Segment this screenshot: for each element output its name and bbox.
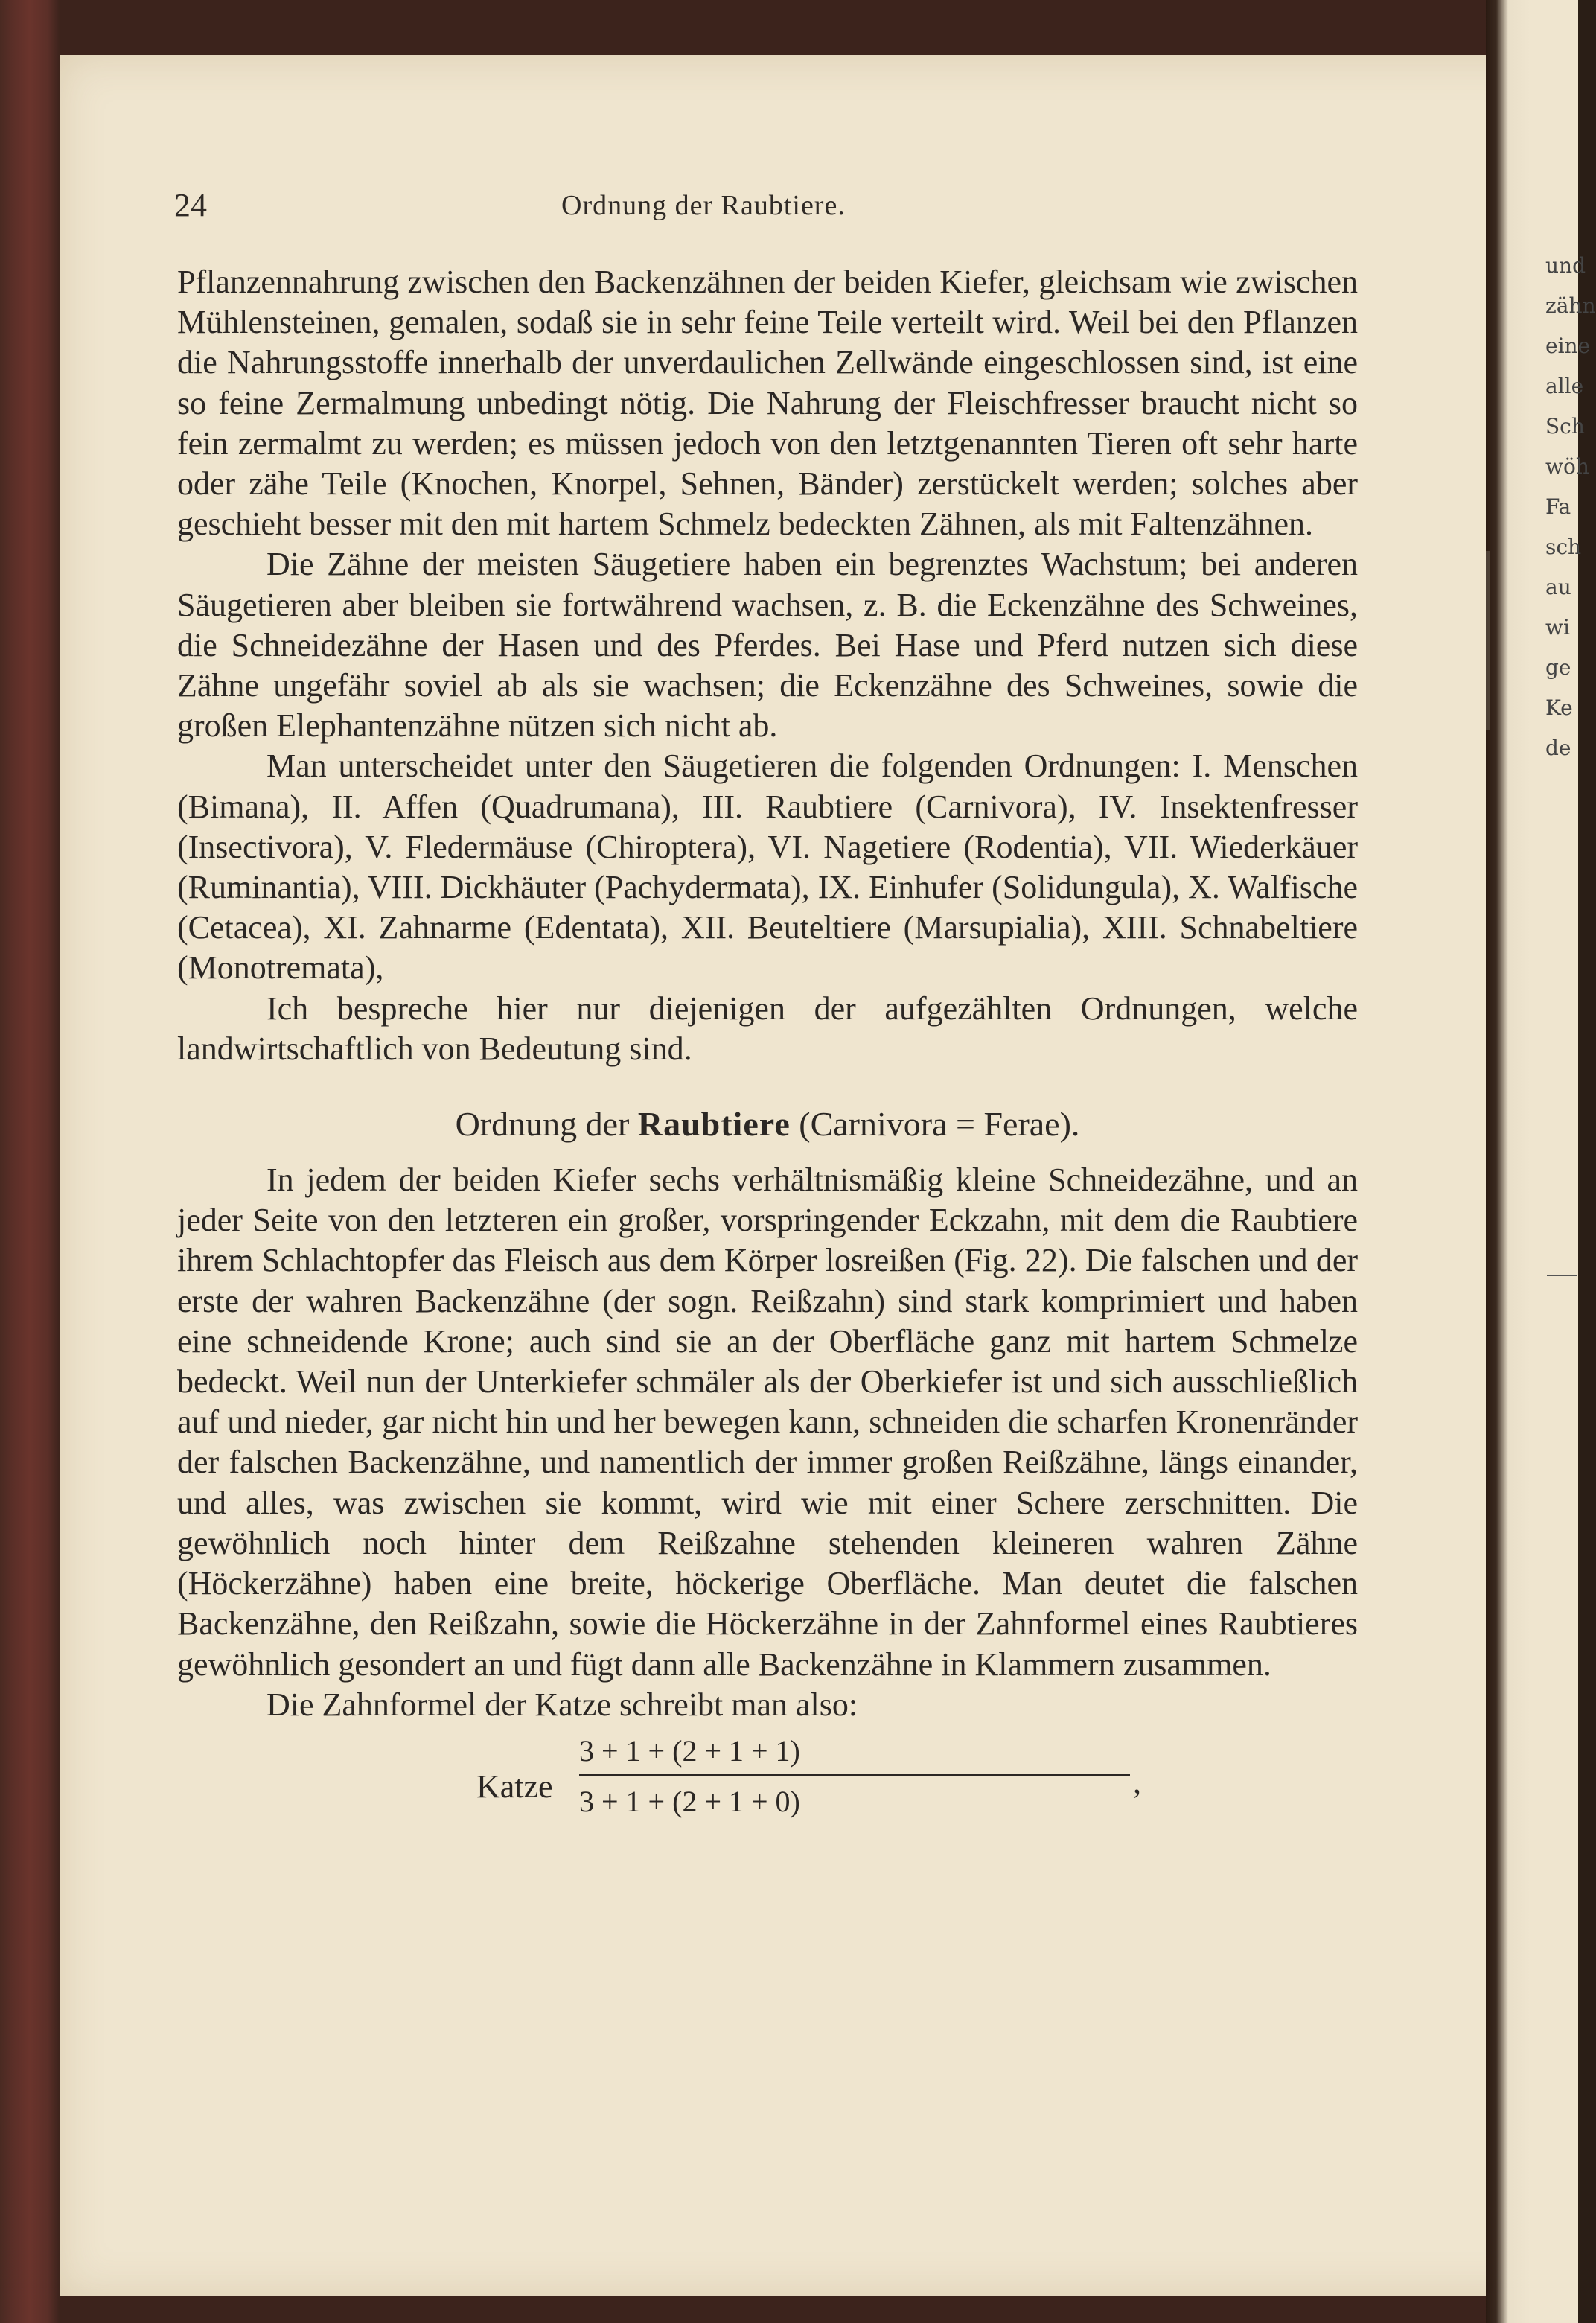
facing-page-fragment: zähn: [1545, 293, 1596, 318]
facing-page-fragment: ge: [1545, 655, 1571, 680]
paragraph: In jedem der beiden Kiefer sechs verhältnismäßig kleine Schneidezähne, und an jeder Seite von den letzteren ein großer, vorspringender Eckzahn, mit dem die Raubtiere ihrem Schlachtopfer das Fleisch aus dem Körper losreißen (Fig. 22). Die falschen und der erste der wahren Backenzähne (der sogn. Reißzahn) sind stark komprimiert und haben eine schneidende Krone; auch sind sie an der Oberfläche ganz mit hartem Schmelze bedeckt. Weil nun der Unterkiefer schmäler als der Oberkiefer ist und sich ausschließlich auf und nieder, gar nicht hin und her bewegen kann, schneiden die scharfen Kronenränder der falschen Backenzähne, und namentlich der immer großen Reißzähne, längs einander, und alles, was zwischen sie kommt, wird wie mit einer Schere zerschnitten. Die gewöhnlich noch hinter dem Reißzahne stehenden kleineren wahren Zähne (Höckerzähne) haben eine breite, höckerige Oberfläche. Man deutet die falschen Backenzähne, den Reißzahn, sowie die Höckerzähne in der Zahnformel eines Raubtieres gewöhnlich gesondert an und fügt dann alle Backenzähne in Klammern zusammen.: [177, 1162, 1358, 1683]
fraction-bar: [579, 1774, 1130, 1776]
running-head: [174, 186, 1365, 234]
section-heading-prefix: Ordnung der: [455, 1105, 630, 1144]
formula-label: Katze: [476, 1768, 553, 1805]
paragraph: Die Zähne der meisten Säugetiere haben ein begrenztes Wachstum; bei anderen Säugetieren aber bleiben sie fortwährend wachsen, z. B. die Eckenzähne des Schweines, die Schneidezähne der Hasen und des Pferdes. Bei Hase und Pferd nutzen sich diese Zähne ungefähr soviel ab als sie wachsen; die Eckenzähne des Schweines, sowie die großen Elephantenzähne nützen sich nicht ab.: [177, 546, 1358, 745]
pencil-mark: [1486, 551, 1490, 730]
facing-page-fragment: Sch: [1545, 414, 1585, 439]
formula-trailing: ,: [1133, 1763, 1141, 1800]
facing-page-fragment: de: [1545, 736, 1571, 760]
facing-page-fragment: Fa: [1545, 494, 1571, 519]
facing-page-fragment: au: [1545, 575, 1571, 599]
facing-page-fragment: eine: [1545, 334, 1591, 358]
formula-numerator: 3 + 1 + (2 + 1 + 1): [579, 1733, 800, 1768]
facing-page-fragments: [1545, 246, 1596, 768]
facing-page-fragment: und: [1545, 253, 1586, 278]
facing-page-fragment: sch: [1545, 535, 1582, 559]
facing-page-fragment: alle: [1545, 374, 1584, 398]
dental-formula: [177, 1733, 1358, 1837]
section-heading-suffix: (Carnivora = Ferae).: [799, 1105, 1080, 1144]
paragraph-orders-list: Man unterscheidet unter den Säugetieren die folgenden Ordnungen: I. Menschen (Bimana), II. Affen (Quadrumana), III. Raubtiere (Carnivora), IV. Insektenfresser (Insectivora), V. Fledermäuse (Chiroptera), VI. Nagetiere (Rodentia), VII. Wiederkäuer (Ruminantia), VIII. Dickhäuter (Pachydermata), IX. Einhufer (Solidungula), X. Walfische (Cetacea), XI. Zahnarme (Edentata), XII. Beuteltiere (Marsupialia), XIII. Schnabeltiere (Monotremata),: [177, 748, 1358, 987]
section-heading: [177, 1102, 1358, 1147]
section-heading-bold: Raubtiere: [637, 1105, 791, 1144]
facing-page-fragment: wöh: [1545, 454, 1589, 479]
facing-page-fragment: Ke: [1545, 695, 1573, 720]
facing-page-rule: [1547, 1275, 1577, 1276]
page-number: 24: [174, 187, 207, 223]
running-head-title: Ordnung der Raubtiere.: [561, 190, 846, 221]
paragraph-formula-intro: Die Zahnformel der Katze schreibt man also:: [266, 1686, 858, 1723]
paragraph: Ich bespreche hier nur diejenigen der aufgezählten Ordnungen, welche landwirtschaftlich von Bedeutung sind.: [177, 990, 1358, 1067]
paragraph: Pflanzennahrung zwischen den Backenzähnen der beiden Kiefer, gleichsam wie zwischen Mühlensteinen, gemalen, sodaß sie in sehr feine Teile verteilt wird. Weil bei den Pflanzen die Nahrungsstoffe innerhalb der unverdaulichen Zellwände eingeschlossen sind, ist eine so feine Zermalmung unbedingt nötig. Die Nahrung der Fleischfresser braucht nicht so fein zermalmt zu werden; es müssen jedoch von den letztgenannten Tieren oft sehr harte oder zähe Teile (Knochen, Knorpel, Sehnen, Bänder) zerstückelt werden; solches aber geschieht besser mit den mit hartem Schmelz bedeckten Zähnen, als mit Faltenzähnen.: [177, 264, 1358, 543]
body-text: [177, 262, 1358, 1837]
formula-denominator: 3 + 1 + (2 + 1 + 0): [579, 1784, 800, 1818]
facing-page-fragment: wi: [1545, 615, 1570, 640]
